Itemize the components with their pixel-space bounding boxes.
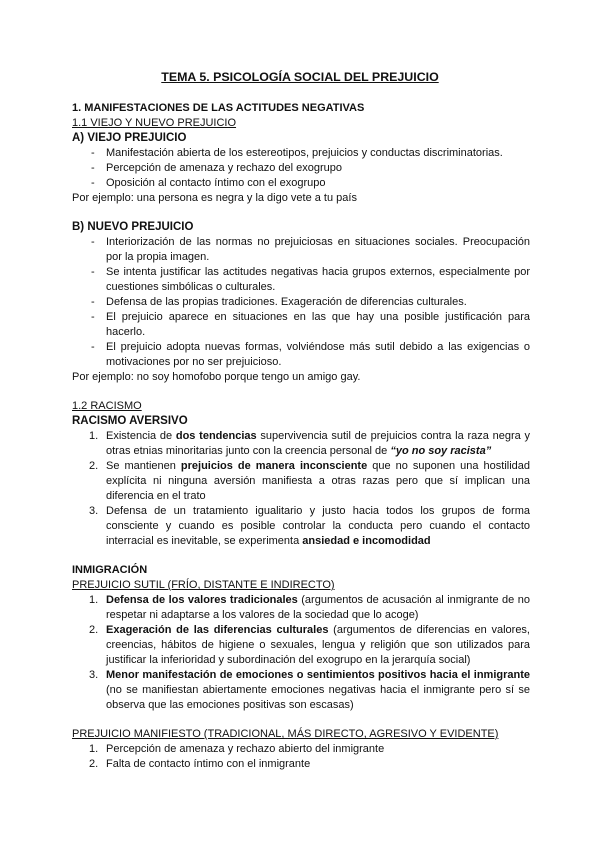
list-prejuicio-sutil (72, 593, 530, 713)
list-item (72, 429, 530, 459)
list-item: - Percepción de amenaza y rechazo del exogrupo (72, 161, 530, 176)
document-title: TEMA 5. PSICOLOGÍA SOCIAL DEL PREJUICIO (161, 70, 439, 84)
subheading-viejo-nuevo: 1.1 VIEJO Y NUEVO PREJUICIO (72, 117, 237, 129)
list-nuevo-prejuicio (72, 235, 530, 370)
heading-viejo-prejuicio: A) VIEJO PREJUICIO (72, 132, 187, 144)
heading-inmigracion: INMIGRACIÓN (72, 564, 148, 576)
item-bold-text: Menor manifestación de emociones o sentimientos positivos hacia el inmigrante (106, 669, 530, 681)
list-item: - Manifestación abierta de los estereotipos, prejuicios y conductas discriminatorias. (72, 146, 530, 161)
list-item: - Oposición al contacto íntimo con el exogrupo (72, 176, 530, 191)
list-item: - El prejuicio adopta nuevas formas, volviéndose más sutil debido a las exigencias o motivaciones por no ser prejuicioso. (72, 340, 530, 370)
example-viejo: Por ejemplo: una persona es negra y la digo vete a tu país (72, 192, 357, 204)
item-quote: “yo no soy racista” (390, 445, 492, 457)
list-item (72, 757, 530, 772)
item-bold-text: Defensa de los valores tradicionales (106, 594, 298, 606)
list-item (72, 623, 530, 668)
item-text: que no suponen una hostilidad explícita ni ninguna aversión manifiesta a otras razas pero que sí implican una diferencia en el trato (106, 460, 531, 502)
list-item (72, 742, 530, 757)
heading-racismo-aversivo: RACISMO AVERSIVO (72, 415, 188, 427)
item-bold-text: dos tendencias (175, 430, 257, 442)
list-item (72, 504, 530, 549)
subheading-prejuicio-manifiesto: PREJUICIO MANIFIESTO (TRADICIONAL, MÁS DIRECTO, AGRESIVO Y EVIDENTE) (72, 728, 499, 740)
document-body (72, 101, 530, 772)
item-number: 2. (89, 624, 99, 636)
item-text: supervivencia sutil de prejuicios contra la raza negra y otras etnias minoritarias junto con la creencia personal de (106, 430, 530, 457)
list-item (72, 668, 530, 713)
item-bold-text: Exageración de las diferencias culturales (106, 624, 329, 636)
section-heading-manifestaciones: 1. MANIFESTACIONES DE LAS ACTITUDES NEGATIVAS (72, 102, 365, 114)
list-racismo-aversivo (72, 429, 530, 549)
item-text: Defensa de un tratamiento igualitario y justo hacia todos los grupos de forma consciente y cuando es posible controlar la conducta pero cuando el contacto interracial es inevitable, se experimenta (106, 505, 530, 547)
example-nuevo: Por ejemplo: no soy homofobo porque tengo un amigo gay. (72, 371, 361, 383)
item-text: (argumentos de diferencias en valores, creencias, hábitos de higiene o sexuales, lengua y religión que son utilizados para justificar la inferioridad y subordinación del exogrupo en la jerarquía social) (106, 624, 530, 666)
list-item (72, 593, 530, 623)
heading-nuevo-prejuicio: B) NUEVO PREJUICIO (72, 221, 194, 233)
list-item: - Se intenta justificar las actitudes negativas hacia grupos externos, especialmente por cuestiones simbólicas o culturales. (72, 265, 530, 295)
list-item: - Defensa de las propias tradiciones. Exageración de diferencias culturales. (72, 295, 530, 310)
item-bold-text: ansiedad e incomodidad (302, 535, 431, 547)
item-text: Falta de contacto íntimo con el inmigrante (106, 758, 311, 770)
item-number: 1. (89, 430, 99, 442)
item-number: 3. (89, 505, 99, 517)
item-number: 1. (89, 594, 99, 606)
item-number: 2. (89, 758, 99, 770)
subheading-racismo: 1.2 RACISMO (72, 400, 142, 412)
item-text: (no se manifiestan abiertamente emociones negativas hacia el inmigrante pero sí se observa que las emociones positivas son escasas) (106, 684, 530, 711)
item-number: 3. (89, 669, 99, 681)
item-number: 1. (89, 743, 99, 755)
item-bold-text: prejuicios de manera inconsciente (180, 460, 368, 472)
item-number: 2. (89, 460, 99, 472)
list-item: - El prejuicio aparece en situaciones en las que hay una posible justificación para hacerlo. (72, 310, 530, 340)
item-text: Existencia de (106, 430, 176, 442)
list-prejuicio-manifiesto (72, 742, 530, 772)
item-text: Se mantienen (106, 460, 181, 472)
list-item: - Interiorización de las normas no prejuiciosas en situaciones sociales. Preocupación por la propia imagen. (72, 235, 530, 265)
list-viejo-prejuicio (72, 146, 530, 191)
item-text: Percepción de amenaza y rechazo abierto del inmigrante (106, 743, 385, 755)
subheading-prejuicio-sutil: PREJUICIO SUTIL (FRÍO, DISTANTE E INDIRECTO) (72, 579, 335, 591)
list-item (72, 459, 530, 504)
item-text: (argumentos de acusación al inmigrante de no respetar ni adaptarse a los valores de la sociedad que lo acoge) (106, 594, 530, 621)
